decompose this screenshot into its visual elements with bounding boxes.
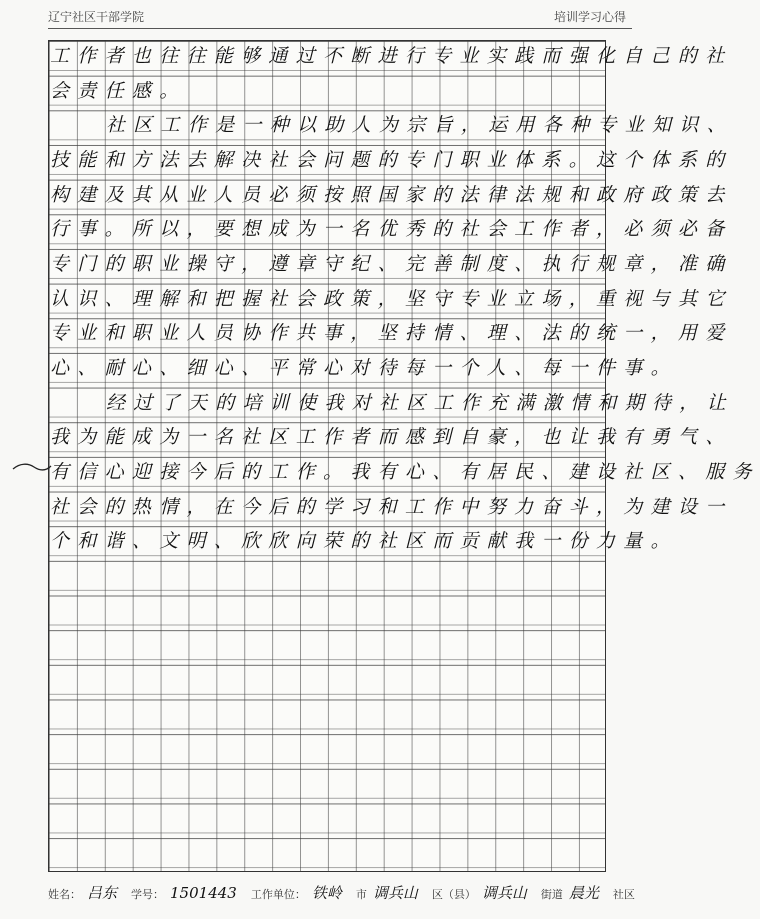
body-line: 构建及其从业人员必须按照国家的法律法规和政府政策去 bbox=[50, 183, 733, 206]
unit-label: 工作单位： bbox=[250, 888, 306, 901]
street-label: 街道 bbox=[540, 888, 563, 901]
body-line: 认识、理解和把握社会政策，坚守专业立场，重视与其它 bbox=[50, 287, 733, 310]
body-line: 有信心迎接今后的工作。我有心、有居民、建设社区、服务 bbox=[50, 460, 760, 483]
community-value: 晨光 bbox=[568, 884, 599, 902]
body-line: 会责任感。 bbox=[50, 79, 187, 102]
header-rule bbox=[48, 28, 632, 29]
body-line: 个和谐、文明、欣欣向荣的社区而贡献我一份力量。 bbox=[50, 530, 678, 553]
body-line: 心、耐心、细心、平常心对待每一个人、每一件事。 bbox=[50, 356, 678, 379]
body-line: 我为能成为一名社区工作者而感到自豪，也让我有勇气、 bbox=[50, 426, 733, 449]
body-line: 工作者也往往能够通过不断进行专业实践而强化自己的社 bbox=[50, 45, 733, 67]
handwritten-body bbox=[50, 40, 760, 560]
body-line: 社会的热情，在今后的学习和工作中努力奋斗，为建设一 bbox=[50, 495, 733, 518]
city-label: 市 bbox=[355, 888, 367, 901]
id-value: 1501443 bbox=[170, 884, 237, 902]
margin-pen-stroke bbox=[12, 461, 52, 473]
body-line: 经过了天的培训使我对社区工作充满激情和期待，让 bbox=[106, 391, 734, 414]
body-line: 社区工作是一种以助人为宗旨，运用各种专业知识、 bbox=[106, 114, 734, 137]
id-label: 学号： bbox=[131, 888, 165, 901]
body-line: 行事。所以，要想成为一名优秀的社会工作者，必须必备 bbox=[50, 218, 733, 241]
name-value: 吕东 bbox=[87, 884, 118, 902]
district-value: 调兵山 bbox=[372, 884, 418, 902]
name-label: 姓名： bbox=[48, 888, 81, 901]
body-line: 专业和职业人员协作共事，坚持情、理、法的统一，用爱 bbox=[50, 322, 733, 345]
street-value: 调兵山 bbox=[481, 884, 527, 902]
district-label: 区（县） bbox=[431, 888, 476, 901]
city-value: 铁岭 bbox=[311, 884, 342, 902]
header-institution: 辽宁社区干部学院 bbox=[48, 10, 145, 24]
header-doc-title: 培训学习心得 bbox=[553, 10, 626, 24]
community-label: 社区 bbox=[612, 888, 635, 901]
body-line: 技能和方法去解决社会问题的专门职业体系。这个体系的 bbox=[50, 148, 733, 171]
student-info-footer bbox=[48, 882, 635, 903]
body-line: 专门的职业操守，遵章守纪、完善制度、执行规章，准确 bbox=[50, 252, 733, 275]
